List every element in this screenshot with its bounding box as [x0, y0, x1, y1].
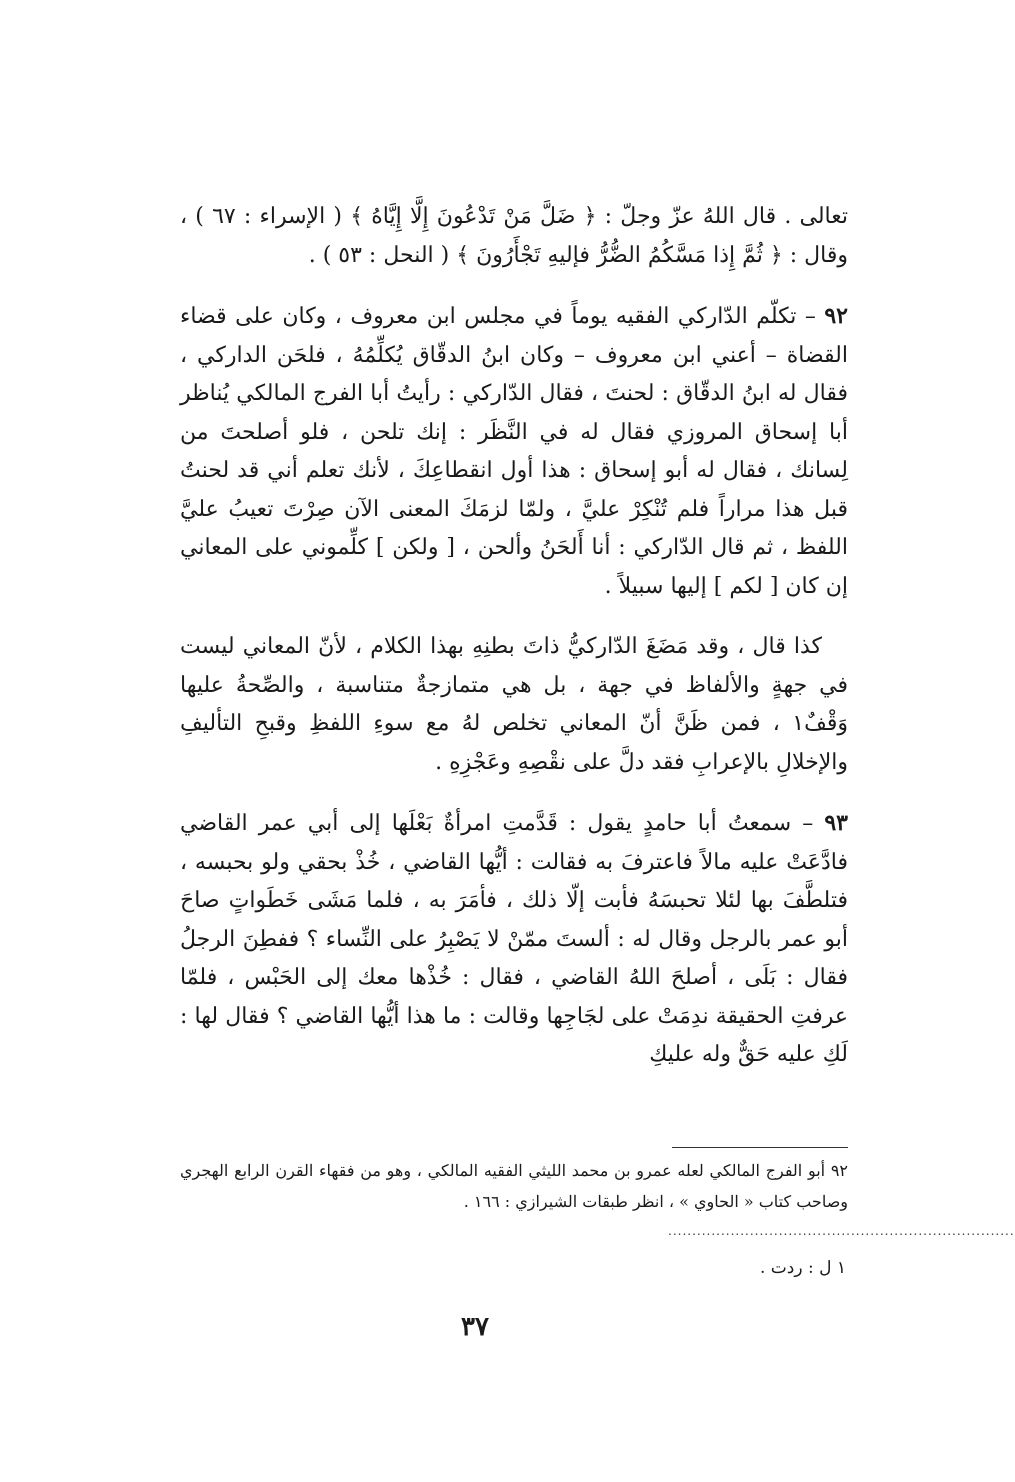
- paragraph-number: ٩٣: [824, 810, 848, 836]
- footnote-rule: [672, 1147, 848, 1148]
- paragraph-number: ٩٢: [824, 303, 848, 329]
- page-number: ٣٧: [461, 1312, 489, 1342]
- paragraph-text: – سمعتُ أبا حامدٍ يقول : قَدَّمتِ امرأةٌ بَعْلَها إلى أبي عمر القاضي فادَّعَتْ عليه مالاً فاعترفَ به فقالت : أيُّها القاضي ، خُذْ بحقي ولو بحبسه ، فتلطَّفَ بها لئلا تحبسَهُ فأبت إلّا ذلك ، فأمَرَ به ، فلما مَشَى خَطَواتٍ صاحَ أبو عمر بالرجل وقال له : ألستَ ممّنْ لا يَصْبِرُ على النِّساء ؟ ففطِنَ الرجلُ فقال : بَلَى ، أصلحَ اللهُ القاضي ، فقال : خُذْها معك إلى الحَبْس ، فلمّا عرفتِ الحقيقة ندِمَتْ على لجَاجِها وقالت : ما هذا أيُّها القاضي ؟ فقال لها : لَكِ عليه حَقٌّ وله عليكِ: [180, 811, 848, 1067]
- dotted-separator: ........................................................................: [668, 1224, 1015, 1238]
- paragraph-93: [180, 804, 848, 1075]
- paragraph-92: [180, 297, 848, 606]
- main-text: [180, 198, 848, 1097]
- paragraph-commentary: [180, 628, 848, 782]
- variant-note: ١ ل : ردت .: [759, 1258, 846, 1278]
- footnote: ٩٢ أبو الفرج المالكي لعله عمرو بن محمد الليثي الفقيه المالكي ، وهو من فقهاء القرن الرابع الهجري وصاحب كتاب « الحاوي » ، انظر طبقات الشيرازي : ١٦٦ .: [180, 1161, 848, 1211]
- paragraph-text: كذا قال ، وقد مَضَغَ الدّاركيُّ ذاتَ بطنِهِ بهذا الكلام ، لأنّ المعاني ليست في جهةٍ والألفاظ في جهة ، بل هي متمازجةٌ متناسبة ، والصِّحةُ عليها وَقْفٌ١ ، فمن ظَنَّ أنّ المعاني تخلص لهُ مع سوءِ اللفظِ وقبحِ التأليفِ والإخلالِ بالإعرابِ فقد دلَّ على نقْصِهِ وعَجْزِهِ .: [180, 634, 848, 775]
- intro-lines: تعالى . قال اللهُ عزّ وجلّ : ﴿ ضَلَّ مَنْ تَدْعُونَ إِلَّا إِيَّاهُ ﴾ ( الإسراء : ٦٧ ) ، وقال : ﴿ ثُمَّ إِذا مَسَّكُمُ الضُّرُّ فإليهِ تَجْأَرُونَ ﴾ ( النحل : ٥٣ ) .: [180, 204, 848, 268]
- paragraph-text: – تكلّم الدّاركي الفقيه يوماً في مجلس ابن معروف ، وكان على قضاء القضاة – أعني ابن معروف – وكان ابنُ الدقّاق يُكلِّمُهُ ، فلحَن الداركي ، فقال له ابنُ الدقّاق : لحنتَ ، فقال الدّاركي : رأيتُ أبا الفرج المالكي يُناظر أبا إسحاق المروزي فقال له في النَّظَر : إنك تلحن ، فلو أصلحتَ من لِسانك ، فقال له أبو إسحاق : هذا أول انقطاعِكَ ، لأنك تعلم أني قد لحنتُ قبل هذا مراراً فلم تُنْكِرْ عليَّ ، ولمّا لزمَكَ المعنى الآن صِرْتَ تعيبُ عليَّ اللفظ ، ثم قال الدّاركي : أنا أَلحَنُ وألحن ، [ ولكن ] كلِّموني على المعاني إن كان [ لكم ] إليها سبيلاً .: [180, 304, 848, 599]
